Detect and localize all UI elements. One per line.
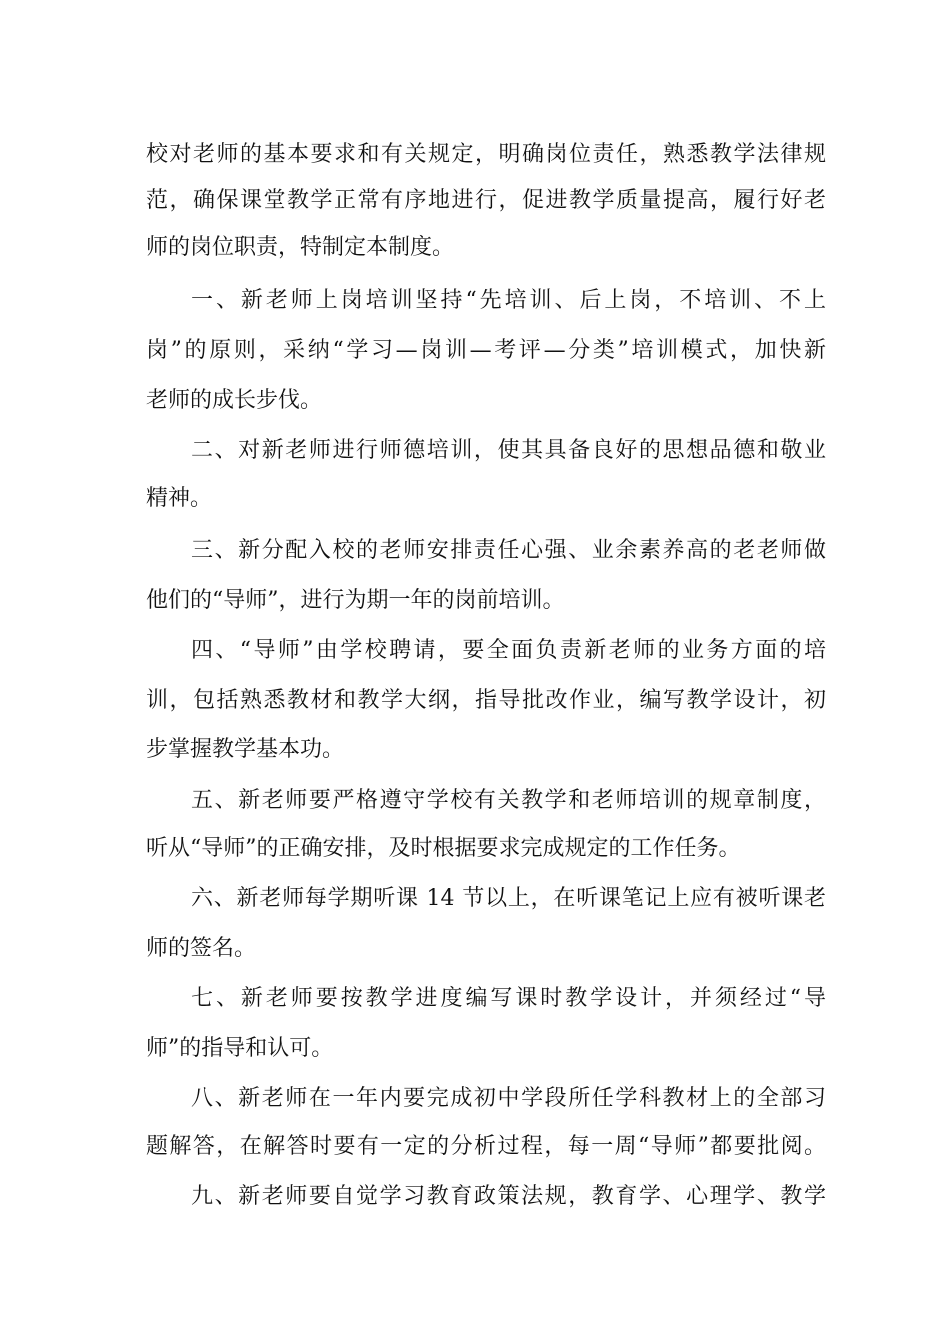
- text-line: 他们的“导师”，进行为期一年的岗前培训。: [146, 588, 565, 613]
- text-line: 九、新老师要自觉学习教育政策法规，教育学、心理学、教学: [191, 1184, 826, 1209]
- text-line: 精神。: [146, 486, 213, 511]
- text-line: 二、对新老师进行师德培训，使其具备良好的思想品德和敬业: [191, 438, 826, 463]
- text-line: 步掌握教学基本功。: [146, 737, 345, 762]
- text-line: 老师的成长步伐。: [146, 388, 323, 413]
- text-line: 七、新老师要按教学进度编写课时教学设计，并须经过“导: [191, 986, 826, 1011]
- text-line: 一、新老师上岗培训坚持“先培训、后上岗，不培训、不上: [191, 288, 826, 313]
- text-line: 题解答，在解答时要有一定的分析过程，每一周“导师”都要批阅。: [146, 1134, 826, 1159]
- text-line: 范，确保课堂教学正常有序地进行，促进教学质量提高，履行好老: [146, 188, 826, 213]
- text-line: 五、新老师要严格遵守学校有关教学和老师培训的规章制度，: [191, 788, 826, 813]
- text-line: 师的岗位职责，特制定本制度。: [146, 235, 455, 260]
- text-line: 四、“导师”由学校聘请，要全面负责新老师的业务方面的培: [191, 638, 826, 663]
- text-line: 岗”的原则，采纳“学习—岗训—考评—分类”培训模式，加快新: [146, 338, 826, 363]
- text-line: 师”的指导和认可。: [146, 1036, 334, 1061]
- text-line: 师的签名。: [146, 936, 257, 961]
- text-line: 三、新分配入校的老师安排责任心强、业余素养高的老老师做: [191, 538, 826, 563]
- text-line: 听从“导师”的正确安排，及时根据要求完成规定的工作任务。: [146, 836, 741, 861]
- text-line: 训，包括熟悉教材和教学大纲，指导批改作业，编写教学设计，初: [146, 688, 826, 713]
- text-line: 六、新老师每学期听课 14 节以上，在听课笔记上应有被听课老: [191, 886, 826, 911]
- text-line: 八、新老师在一年内要完成初中学段所任学科教材上的全部习: [191, 1086, 826, 1111]
- text-line: 校对老师的基本要求和有关规定，明确岗位责任，熟悉教学法律规: [146, 142, 826, 167]
